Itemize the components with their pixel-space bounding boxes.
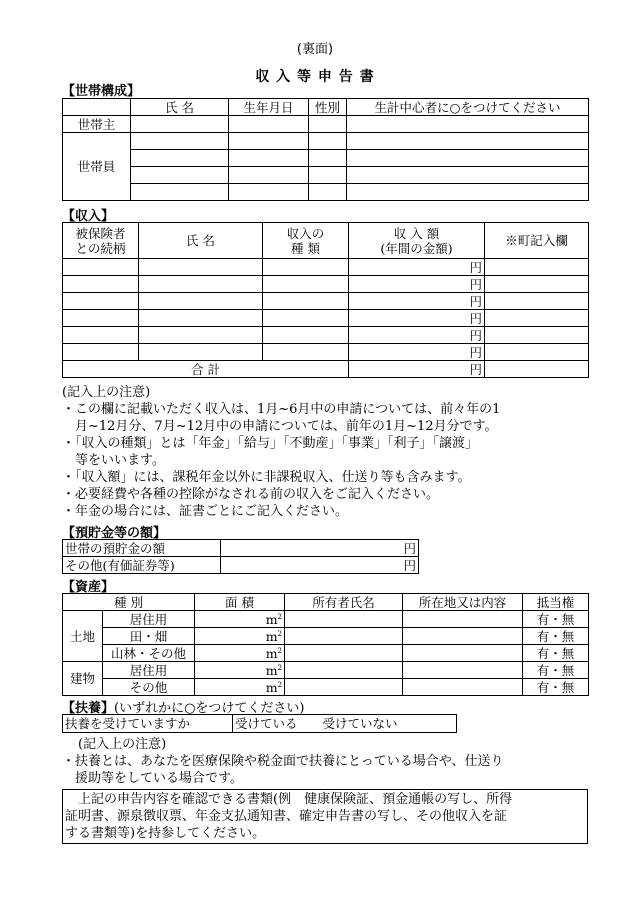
income-cell[interactable] — [139, 310, 263, 327]
income-cell[interactable] — [139, 344, 263, 361]
footer-line: 証明書、源泉徴収票、年金支払通知書、確定申告書の写し、その他収入を証 — [65, 809, 508, 824]
land-label: 土地 — [63, 611, 103, 662]
income-cell[interactable] — [263, 310, 349, 327]
household-cell[interactable] — [347, 150, 589, 167]
col-amount-2: (年間の金額) — [380, 240, 453, 256]
note-line: ・「収入の種類」とは「年金」「給与」「不動産」「事業」「利子」「譲渡」 — [62, 436, 479, 451]
area-unit: $m^2$ — [195, 679, 285, 696]
savings-other-label: その他(有価証券等) — [63, 557, 221, 574]
dependent-note-title: (記入上の注意) — [78, 737, 167, 752]
yen-unit: 円 — [349, 259, 485, 276]
asset-cell[interactable] — [403, 611, 523, 628]
note-line: ・年金の場合には、証書ごとにご記入ください。 — [62, 504, 349, 519]
mortgage-choice[interactable]: 有・無 — [523, 628, 589, 645]
dependent-notes — [62, 753, 592, 787]
page-title: 収 入 等 申 告 書 — [255, 69, 375, 85]
col-location: 所在地又は内容 — [403, 594, 523, 611]
income-cell — [485, 361, 589, 378]
mortgage-choice[interactable]: 有・無 — [523, 611, 589, 628]
required-documents-box — [62, 789, 588, 844]
asset-cell[interactable] — [285, 645, 403, 662]
household-cell[interactable] — [131, 167, 229, 184]
col-relation-1: 被保険者 — [75, 225, 126, 241]
household-cell[interactable] — [131, 150, 229, 167]
household-cell[interactable] — [309, 116, 347, 133]
col-breadwinner: 生計中心者に○をつけてください — [347, 99, 589, 116]
col-sex: 性別 — [309, 99, 347, 116]
yen-unit: 円 — [349, 276, 485, 293]
household-cell[interactable] — [229, 167, 309, 184]
household-cell[interactable] — [229, 133, 309, 150]
col-asset-type: 種 別 — [63, 594, 195, 611]
assets-section-title: 【資産】 — [62, 580, 115, 595]
note-line: ・この欄に記載いただく収入は、1月~6月中の申請については、前々年の1 — [62, 402, 501, 417]
dependent-section-title: 【扶養】 — [62, 701, 115, 716]
household-head-label: 世帯主 — [63, 116, 131, 133]
income-cell — [485, 259, 589, 276]
dependent-question: 扶養を受けていますか — [63, 715, 233, 733]
household-cell[interactable] — [131, 133, 229, 150]
col-type-2: 種 類 — [291, 240, 320, 256]
household-cell[interactable] — [229, 184, 309, 201]
income-cell[interactable] — [139, 259, 263, 276]
income-cell[interactable] — [263, 293, 349, 310]
household-cell[interactable] — [309, 150, 347, 167]
income-cell[interactable] — [139, 276, 263, 293]
household-cell[interactable] — [347, 116, 589, 133]
note-line: ・必要経費や各種の控除がなされる前の収入をご記入ください。 — [62, 487, 440, 502]
income-cell[interactable] — [63, 259, 139, 276]
asset-cell[interactable] — [403, 662, 523, 679]
note-line: ・扶養とは、あなたを医療保険や税金面で扶養にとっている場合や、仕送り — [62, 754, 504, 769]
dependent-options[interactable]: 受けている 受けていない — [233, 715, 457, 733]
building-other: その他 — [103, 679, 195, 696]
income-cell — [485, 344, 589, 361]
col-area: 面 積 — [195, 594, 285, 611]
savings-table — [62, 539, 419, 574]
area-unit: $m^2$ — [195, 645, 285, 662]
asset-cell[interactable] — [285, 679, 403, 696]
income-cell — [485, 310, 589, 327]
building-residential: 居住用 — [103, 662, 195, 679]
footer-line: 上記の申告内容を確認できる書類(例 健康保険証、預金通帳の写し、所得 — [65, 792, 513, 807]
yen-unit[interactable]: 円 — [221, 540, 419, 557]
col-mortgage: 抵当権 — [523, 594, 589, 611]
household-cell[interactable] — [309, 184, 347, 201]
area-unit: $m^2$ — [195, 611, 285, 628]
note-line: 月~12月分、7月~12月中の申請については、前年の1月~12月分です。 — [62, 419, 498, 434]
mortgage-choice[interactable]: 有・無 — [523, 662, 589, 679]
note-line: 等をいいます。 — [62, 453, 165, 468]
asset-cell[interactable] — [403, 645, 523, 662]
income-cell — [485, 327, 589, 344]
mortgage-choice[interactable]: 有・無 — [523, 679, 589, 696]
income-cell[interactable] — [263, 276, 349, 293]
income-cell — [485, 276, 589, 293]
yen-unit: 円 — [349, 361, 485, 378]
income-cell[interactable] — [139, 293, 263, 310]
yen-unit: 円 — [349, 310, 485, 327]
household-cell[interactable] — [309, 167, 347, 184]
income-cell[interactable] — [263, 344, 349, 361]
income-total-label: 合 計 — [63, 361, 349, 378]
income-cell[interactable] — [63, 276, 139, 293]
household-cell[interactable] — [347, 184, 589, 201]
income-cell[interactable] — [139, 327, 263, 344]
household-cell[interactable] — [229, 150, 309, 167]
assets-table — [62, 593, 589, 696]
income-cell — [485, 293, 589, 310]
household-cell[interactable] — [347, 133, 589, 150]
income-cell[interactable] — [263, 259, 349, 276]
footer-line: する書類等)を持参してください。 — [65, 826, 266, 841]
mortgage-choice[interactable]: 有・無 — [523, 645, 589, 662]
building-label: 建物 — [63, 662, 103, 696]
col-town-use: ※町記入欄 — [485, 223, 589, 259]
note-line: 援助等をしている場合です。 — [62, 771, 243, 786]
household-section-title: 【世帯構成】 — [62, 84, 141, 99]
asset-cell[interactable] — [403, 628, 523, 645]
col-income-name: 氏 名 — [139, 223, 263, 259]
household-table — [62, 98, 589, 201]
dependent-table — [62, 714, 457, 733]
col-owner: 所有者氏名 — [285, 594, 403, 611]
land-residential: 居住用 — [103, 611, 195, 628]
col-relation-2: との続柄 — [75, 240, 126, 256]
yen-unit[interactable]: 円 — [221, 557, 419, 574]
area-unit: $m^2$ — [195, 662, 285, 679]
page-side-label: (裏面) — [296, 42, 334, 57]
income-section-title: 【収入】 — [62, 209, 115, 224]
dependent-hint: (いずれかに○をつけてください) — [114, 701, 305, 716]
col-amount-1: 収 入 額 — [393, 225, 440, 241]
asset-cell[interactable] — [285, 611, 403, 628]
income-cell[interactable] — [63, 293, 139, 310]
area-unit: $m^2$ — [195, 628, 285, 645]
col-name: 氏 名 — [131, 99, 229, 116]
household-cell[interactable] — [309, 133, 347, 150]
income-cell[interactable] — [63, 310, 139, 327]
land-forest-other: 山林・その他 — [103, 645, 195, 662]
income-cell[interactable] — [263, 327, 349, 344]
asset-cell[interactable] — [403, 679, 523, 696]
yen-unit: 円 — [349, 293, 485, 310]
household-member-label: 世帯員 — [63, 133, 131, 201]
asset-cell[interactable] — [285, 628, 403, 645]
asset-cell[interactable] — [285, 662, 403, 679]
yen-unit: 円 — [349, 327, 485, 344]
note-line: ・「収入額」には、課税年金以外に非課税収入、仕送り等も含みます。 — [62, 470, 471, 485]
income-notes-title: (記入上の注意) — [62, 385, 151, 400]
land-field: 田・畑 — [103, 628, 195, 645]
income-cell[interactable] — [63, 344, 139, 361]
household-cell[interactable] — [347, 167, 589, 184]
household-cell[interactable] — [131, 116, 229, 133]
income-table — [62, 222, 589, 378]
income-cell[interactable] — [63, 327, 139, 344]
col-type-1: 収入の — [286, 225, 325, 241]
income-notes — [62, 401, 592, 520]
household-cell[interactable] — [131, 184, 229, 201]
col-birthdate: 生年月日 — [229, 99, 309, 116]
yen-unit: 円 — [349, 344, 485, 361]
savings-section-title: 【預貯金等の額】 — [62, 526, 167, 541]
household-cell[interactable] — [229, 116, 309, 133]
savings-deposit-label: 世帯の預貯金の額 — [63, 540, 221, 557]
